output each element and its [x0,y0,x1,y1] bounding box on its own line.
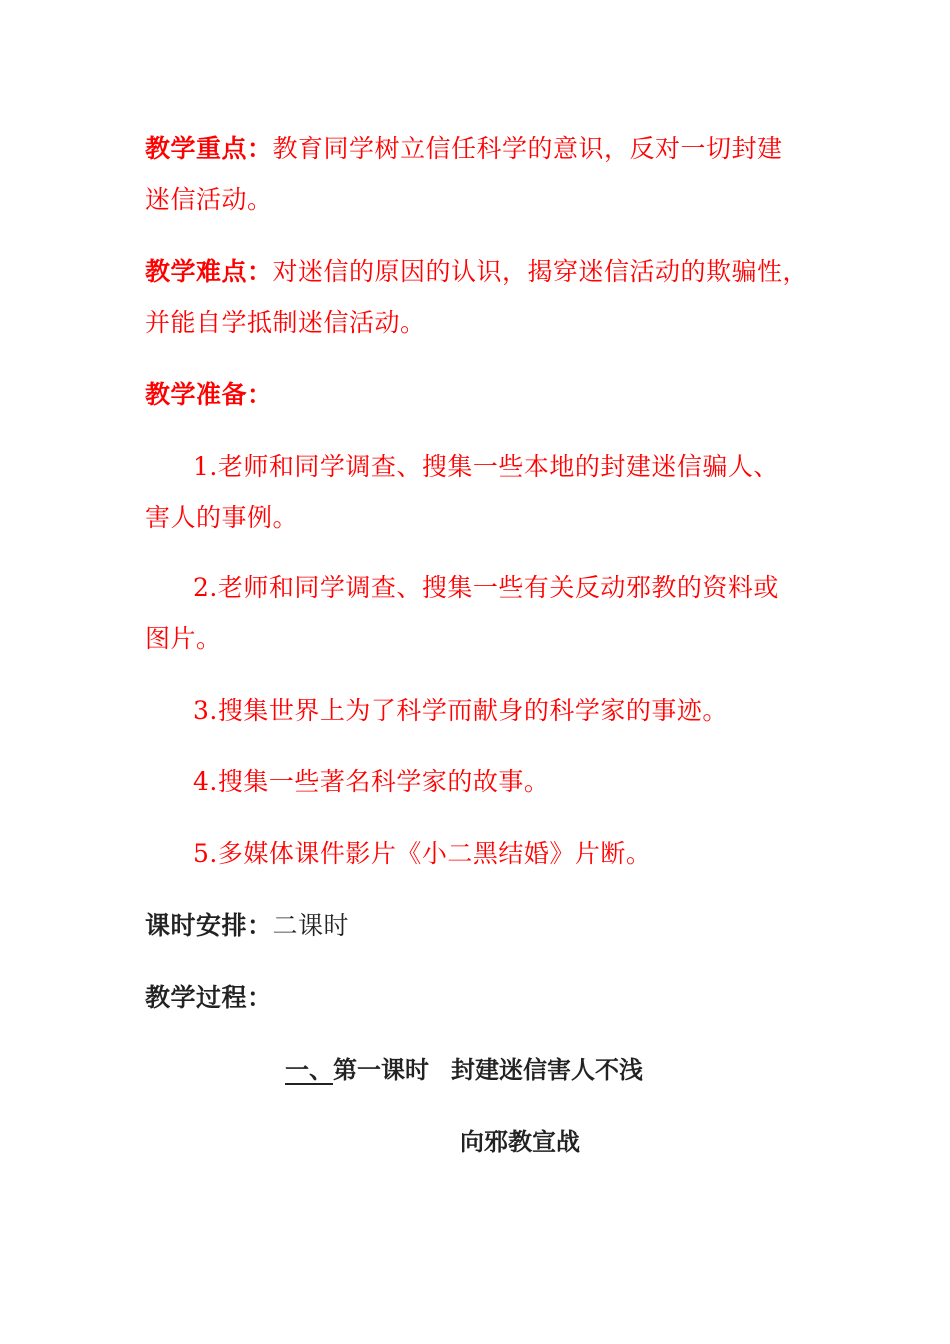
key-points-text-1: 教育同学树立信任科学的意识，反对一切封建 [272,134,783,163]
lesson-heading [285,1052,643,1088]
preparation-item-4: 4.搜集一些著名科学家的故事。 [193,767,550,796]
preparation-item-2-line-1: 2.老师和同学调查、搜集一些有关反动邪教的资料或 [193,573,779,602]
difficulties-line-2: 并能自学抵制迷信活动。 [145,308,426,337]
schedule-line [145,908,349,944]
preparation-item-5: 5.多媒体课件影片《小二黑结婚》片断。 [193,839,652,868]
difficulties-line-1 [145,254,808,290]
difficulties-text-1: 对迷信的原因的认识，揭穿迷信活动的欺骗性， [272,257,809,286]
lesson-number: 一、 [285,1055,333,1084]
preparation-item-3: 3.搜集世界上为了科学而献身的科学家的事迹。 [193,696,728,725]
key-points-line-2: 迷信活动。 [145,185,273,214]
preparation-item-2-line-2: 图片。 [145,624,222,653]
lesson-subtitle: 向邪教宣战 [460,1127,580,1156]
process-label: 教学过程： [145,983,273,1012]
key-points-label: 教学重点： [145,134,273,163]
difficulties-label: 教学难点： [145,257,273,286]
lesson-title: 封建迷信害人不浅 [451,1055,643,1084]
key-points-line-1 [145,131,783,167]
schedule-value: 二课时 [272,911,350,940]
preparation-item-1-line-2: 害人的事例。 [145,503,299,532]
schedule-label: 课时安排： [145,911,273,940]
preparation-label: 教学准备： [145,380,273,409]
lesson-period: 第一课时 [333,1055,429,1084]
preparation-item-1-line-1: 1.老师和同学调查、搜集一些本地的封建迷信骗人、 [193,452,779,481]
